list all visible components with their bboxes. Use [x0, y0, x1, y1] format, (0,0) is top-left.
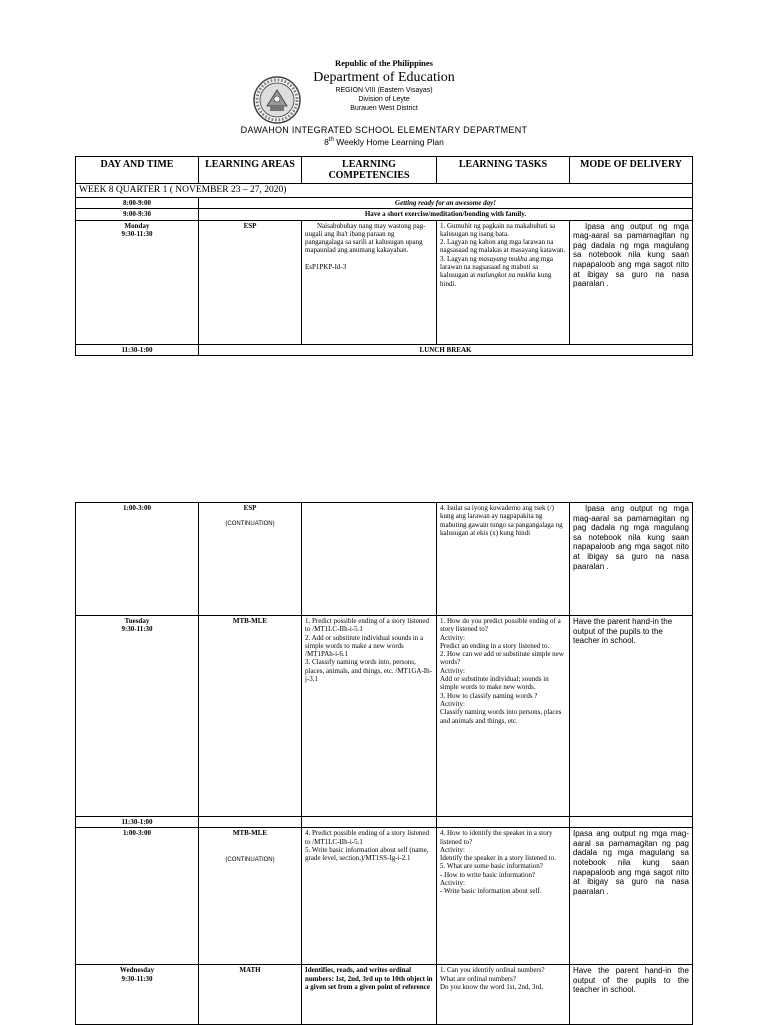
time-cell: 11:30-1:00 — [76, 817, 199, 828]
mode-cell: Ipasa ang output ng mga mag-aaral sa pamamagitan ng pag dadala ng mga magulang sa notebook nila kung saan napapaloob ang mga sagot nito at ibigay sa guro na nasa paaralan . — [570, 503, 693, 616]
plan-title: 8th Weekly Home Learning Plan — [324, 137, 444, 147]
learning-area-cell: ESP (CONTINUATION) — [199, 503, 302, 616]
mode-cell: Have the parent hand-in the output of the pupils to the teacher in school. — [570, 965, 693, 1025]
time-cell: 1:00-3:00 — [76, 503, 199, 616]
school-name: DAWAHON INTEGRATED SCHOOL ELEMENTARY DEPARTMENT — [240, 125, 528, 135]
competency-cell: 4. Predict possible ending of a story listened to /MT1LC-IIh-i-5.1 5. Write basic information about self (name, grade level, section,)/MT1SS-Ig-i-2.1 — [302, 828, 437, 965]
mode-cell: Ipasa ang output ng mga mag-aaral sa pamamagitan ng pag dadala ng mga magulang sa notebook nila kung saan napapaloob ang mga sagot nito at ibigay sa guro na nasa paaralan . — [570, 828, 693, 965]
division-line: Division of Leyte — [358, 96, 410, 103]
table-row-esp-continuation — [76, 503, 693, 616]
learning-area-cell: ESP — [199, 220, 302, 344]
tasks-cell: 1. Can you identify ordinal numbers? What are ordinal numbers? Do you know the word 1st, 2nd, 3rd, — [437, 965, 570, 1025]
competency-cell — [302, 503, 437, 616]
table-row-wednesday — [76, 965, 693, 1025]
day-time-cell: Wednesday 9:30-11:30 — [76, 965, 199, 1025]
activity-cell: Have a short exercise/meditation/bonding with family. — [199, 209, 693, 220]
tasks-cell: 4. How to identify the speaker in a story listened to? Activity: Identify the speaker in a story listened to. 5. What are some basic information? - How to write basic information? Activity: - Write basic information about self. — [437, 828, 570, 965]
time-cell: 8:00-9:00 — [76, 198, 199, 209]
learning-plan-table-2 — [75, 502, 693, 1025]
competency-cell: Naisabubuhay nang may wastong pag-uugali ang iba't ibang paraan ng pangangalaga sa sarili at kalusugan upang mapaunlad ang anumang kakayahan. EsP1PKP-Id-3 — [302, 220, 437, 344]
competency-cell: 1. Predict possible ending of a story listened to /MT1LC-IIh-i-5.1 2. Add or substitute individual sounds in a simple words to make a new words /MT1PAh-i-6.1 3. Classify naming words into, persons, places, animals, and things, etc. /MT1GA-Ih-j-3.1 — [302, 616, 437, 817]
header-learning-areas: LEARNING AREAS — [199, 157, 302, 184]
table-row — [76, 198, 693, 209]
header-learning-competencies: LEARNING COMPETENCIES — [302, 157, 437, 184]
department-title: Department of Education — [313, 70, 455, 85]
time-cell: 1:00-3:00 — [76, 828, 199, 965]
week-row — [76, 184, 693, 198]
mode-cell: Have the parent hand-in the output of the pupils to the teacher in school. — [570, 616, 693, 817]
empty-cell — [570, 817, 693, 828]
competency-cell: Identifies, reads, and writes ordinal numbers: 1st, 2nd, 3rd up to 10th object in a given set from a given point of reference — [302, 965, 437, 1025]
day-time-cell: Tuesday 9:30-11:30 — [76, 616, 199, 817]
lunch-break-cell: LUNCH BREAK — [199, 344, 693, 355]
learning-plan-table-1 — [75, 156, 693, 356]
lunch-row — [76, 817, 693, 828]
header-mode-of-delivery: MODE OF DELIVERY — [570, 157, 693, 184]
learning-area-cell: MTB-MLE — [199, 616, 302, 817]
lunch-row — [76, 344, 693, 355]
day-time-cell: Monday 9:30-11:30 — [76, 220, 199, 344]
time-cell: 11:30-1:00 — [76, 344, 199, 355]
time-cell: 9:00-9:30 — [76, 209, 199, 220]
table-row-tuesday — [76, 616, 693, 817]
tasks-cell: 1. How do you predict possible ending of a story listened to? Activity: Predict an ending in a story listened to. 2. How can we add or substitute simple new words? Activity: Add or substitute individual; sounds in simple words to make new words. 3. How to classify naming words ? Activity: Classify naming words into persons, places and animals and things, etc. — [437, 616, 570, 817]
district-line: Burauen West District — [350, 105, 418, 112]
empty-cell — [302, 817, 437, 828]
table-row-monday — [76, 220, 693, 344]
header-day-time: DAY AND TIME — [76, 157, 199, 184]
republic-line: Republic of the Philippines — [334, 58, 433, 68]
tasks-cell: 1. Gumuhit ng pagkain na makabubuti sa kalusugan ng isang bata. 2. Lagyan ng kahon ang mga larawan na nagsasaad ng malakas at masayang katawan. 3. Lagyan ng masayang mukha ang mga larawan na nagsasaad ng mabuti sa kalusugan at malungkot na mukha kung hindi. — [437, 220, 570, 344]
week-label: WEEK 8 QUARTER 1 ( NOVEMBER 23 – 27, 2020) — [76, 184, 693, 198]
table-row — [76, 209, 693, 220]
learning-area-cell: MTB-MLE (CONTINUATION) — [199, 828, 302, 965]
learning-area-cell: MATH — [199, 965, 302, 1025]
activity-cell: Getting ready for an awesome day! — [199, 198, 693, 209]
tasks-cell: 4. Isulat sa iyong kuwaderno ang tsek (/) kung ang larawan ay nagpapakita ng mabuting gawain tungo sa pangangalaga ng kalusugan at ekis (x) kung hindi — [437, 503, 570, 616]
empty-cell — [437, 817, 570, 828]
region-line: REGION VIII (Eastern Visayas) — [335, 87, 433, 94]
table-row-mtb-continuation — [76, 828, 693, 965]
empty-cell — [199, 817, 302, 828]
mode-cell: Ipasa ang output ng mga mag-aaral sa pamamagitan ng pag dadala ng mga magulang sa notebook nila kung saan napapaloob ang mga sagot nito at ibigay sa guro na nasa paaralan . — [570, 220, 693, 344]
header-learning-tasks: LEARNING TASKS — [437, 157, 570, 184]
table-header-row — [76, 157, 693, 184]
